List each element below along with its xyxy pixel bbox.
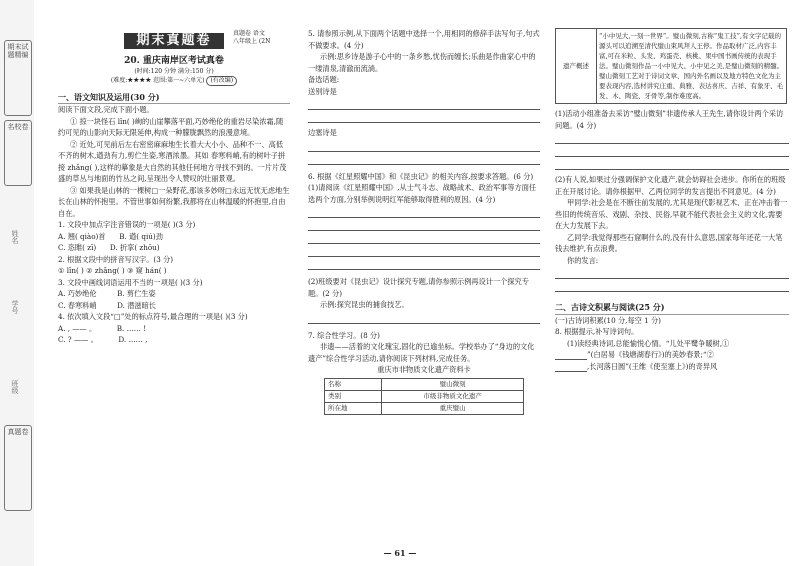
- reading-intro: 阅读下面文段,完成下面小题。: [58, 105, 154, 114]
- passage-para-1: ① 掠一块怪石 lǐn( )峋的山崖攀落平面,巧妙绝伦的重岩尽染浓霜,随约可见的山影向天际无限延伸,构成一种朦胧飘然的浪漫意境。: [58, 116, 284, 137]
- banner-tag-1: 真题卷 语文: [233, 30, 265, 37]
- overview-text: “小中见大,一刻一世界”。璧山微刻,古称“鬼工技”,有文字记载的源头可以追溯至清代璧山束风拜人王停。作品取材广泛,内容丰富,可在米粒、头发、鸡蛋壳、核桃、果中国书画传统的表现手法。璧山微刻作品一小中见大、小中见之美,是璧山微刻的精髓。璧山微刻工艺对于诗词文章、国内外名画以及地方特色文化为主要表现内容,选材讲究庄重、典雅、表达喜庆、吉祥、有象牙、毛发、木、陶瓷、牙骨等,制作难度高。: [597, 29, 787, 104]
- table-cell: 重庆璧山: [382, 402, 524, 414]
- sidebar-box-mid: [4, 120, 32, 186]
- answer-line[interactable]: [308, 231, 540, 244]
- banner-tag-2: 八年级上 (2N: [233, 38, 271, 45]
- page-number: — 61 —: [383, 548, 417, 558]
- table-caption: 重庆市非物质文化遗产资料卡: [377, 365, 471, 374]
- question-7: 7. 综合性学习。(8 分): [308, 330, 380, 340]
- overview-label: 遗产概述: [556, 29, 597, 104]
- section-1-heading: 一、语文知识及运用(30 分): [58, 92, 290, 105]
- q4-option-a: A. , —— 。: [58, 323, 97, 333]
- table-cell: 所在地: [325, 402, 382, 414]
- student-a-statement: 甲同学:社会是在不断往前发展的,尤其是现代影视艺术、正在冲击着一些旧的传统音乐、戏剧、杂技、民俗,早就不能代表社会主义的文化,需要在大力发展下去。: [555, 198, 788, 230]
- exam-title: 20. 重庆南岸区考试真卷: [124, 56, 224, 66]
- sidebar-box-bottom-text: 真题卷: [7, 428, 29, 436]
- table-row: [325, 390, 524, 402]
- question-1-options: [58, 231, 290, 254]
- question-6-example: 示例:探究昆虫的捕食技艺。: [320, 300, 409, 309]
- answer-line[interactable]: [308, 110, 540, 123]
- passage-para-3: ③ 如果我是山林的一棵树□一朵野花,那该多妙呀□永远无忧无虑地生长在山林的怀抱里。不管世事如何纷繁,我都将在山林温暖的怀抱里,自由自在。: [58, 185, 290, 218]
- subsection-1-heading: (一)古诗词积累(10 分,每空 1 分): [555, 315, 661, 325]
- q4-option-c: C. ? —— 。: [58, 335, 98, 344]
- question-4-options: [58, 323, 290, 346]
- table-cell: 名称: [325, 378, 382, 390]
- q3-option-c: C. 春寒料峭: [58, 300, 97, 310]
- answer-line[interactable]: [308, 244, 540, 257]
- table-cell: 市级非物质文化遗产: [382, 390, 524, 402]
- question-7-prompt: 非遗——活着的文化瑰宝,固化的已逾坐标。学校举办了“身边的文化遗产”综合性学习活动,请你阅读下列材料,完成任务。: [308, 342, 535, 363]
- banner-tags: [233, 30, 270, 46]
- question-2-slots: ① lǐn( ) ② zhǎng( ) ③ 窥 hán( ): [58, 266, 167, 275]
- sidebar-number-label: 学号: [11, 300, 19, 314]
- column-1: [58, 0, 290, 346]
- table-row: [556, 29, 787, 104]
- q3-option-b: B. 剪伫生姿: [117, 289, 156, 298]
- section-2-heading: 二、古诗文积累与阅读(25 分): [555, 302, 789, 315]
- blank-slot[interactable]: [555, 362, 587, 372]
- answer-line[interactable]: [555, 157, 789, 170]
- answer-line[interactable]: [555, 279, 789, 292]
- left-sidebar: [0, 0, 34, 566]
- question-6-part-1: (1)请阅读《红星照耀中国》,从士气斗志、战略战术、政治军事等方面任选两个方面,分别举例说明红军能够取得胜利的原因。(4 分): [308, 183, 537, 204]
- question-3: 3. 文段中画线词语运用不当的一项是( )(3 分): [58, 277, 203, 287]
- answer-line[interactable]: [308, 218, 540, 231]
- answer-line[interactable]: [555, 131, 789, 144]
- q3-option-a: A. 巧妙绝伦: [58, 289, 97, 298]
- question-6-part-2: (2)班级要对《昆虫记》设计探究专题,请你参照示例再设计一个探究专题。(2 分): [308, 277, 529, 298]
- answer-line[interactable]: [555, 144, 789, 157]
- q8-line-3-text: ,长河落日圆”(王维《使至塞上》)的奇异风: [587, 361, 718, 371]
- student-b-statement: 乙同学:我觉得那些石窟啊什么的,没有什么意思,国家每年还花一大笔钱去维护,有点浪费。: [555, 232, 783, 253]
- table-cell: 类别: [325, 390, 382, 402]
- question-7-part-2: (2)有人说,如果过分强调保护文化遗产,就会妨碍社会进步。你所在的班级正在开展讨论。请你根据甲、乙两位同学的发言提出不同意见。(4 分): [555, 175, 786, 196]
- answer-line[interactable]: [308, 257, 540, 270]
- q1-option-d: D. 折挛( zhōu): [109, 243, 160, 252]
- q1-option-a: A. 翘( qiào)首: [58, 231, 106, 241]
- q8-line-2-text: ”(白居易《钱塘湖春行》)的美妙春景;“②: [587, 350, 714, 359]
- question-4: 4. 依次填入文段“□”处的标点符号,最合理的一项是( )(3 分): [58, 312, 248, 321]
- topic-farewell: 送别诗是: [308, 86, 337, 96]
- question-2: 2. 根据文段中的拼音写汉字。(3 分): [58, 254, 174, 264]
- sidebar-box-bottom: [4, 425, 32, 511]
- question-8: 8. 根据提示,补写诗词句。: [555, 327, 639, 336]
- table-row: [325, 378, 524, 390]
- topic-frontier: 边塞诗是: [308, 128, 337, 137]
- q8-line-1-text: (1)读经典诗词,总能愉悦心情。“儿处平鹭争暖树,①: [567, 338, 730, 348]
- question-3-options: [58, 288, 290, 311]
- exam-range-text: (难度:★★★★ 范围:第一~六单元): [110, 76, 205, 84]
- table-row: [325, 402, 524, 414]
- sidebar-name-label: 姓名: [11, 230, 19, 244]
- answer-line[interactable]: [308, 97, 540, 110]
- q3-option-d: D. 潜滋暗长: [117, 300, 156, 310]
- your-statement-label: 你的发言:: [567, 255, 599, 265]
- banner-title: 期末真题卷: [124, 33, 223, 49]
- sidebar-box-top-text: 期末试题精编: [7, 43, 29, 59]
- question-5-options-label: 备选话题:: [308, 75, 340, 84]
- exam-range: [58, 76, 290, 86]
- blank-slot[interactable]: [555, 350, 587, 360]
- answer-line[interactable]: [308, 152, 540, 165]
- question-6: 6. 根据《红星照耀中国》和《昆虫记》的相关内容,按要求答题。(6 分): [308, 171, 534, 181]
- q1-option-c: C. 恣睢( zī): [58, 243, 97, 252]
- question-5: 5. 请参照示例,从下面两个话题中选择一个,用相同的修辞手法写句子,句式不做要求。(4 分): [308, 29, 540, 50]
- sidebar-box-mid-text: 名校卷: [7, 123, 29, 131]
- revised-badge: (有改编): [206, 76, 237, 86]
- answer-line[interactable]: [555, 266, 789, 279]
- answer-line[interactable]: [308, 205, 540, 218]
- question-7-part-1: (1)活动小组准备去采访“璧山微刻”非遗传承人王先生,请你设计两个采访问题。(4 分): [555, 109, 784, 130]
- passage-para-2: ② 近处,可见前后左右密密麻麻地生长着大大小小、品种不一、高低不齐的树木,遒劲有力,剪伫生姿,寒酒浓墨。其如 春寒料峭,有的树叶子拼接 zhǎng( ),这样的摹象是大自然的其他任何地方寻找不到的。一片片茂盛的草丛与地面的竹丛之间,呈现出令人赞叹的壮丽景观。: [58, 139, 287, 183]
- question-8-line-1: [555, 338, 789, 350]
- question-8-line-2: [555, 349, 789, 361]
- q4-option-d: D. …… ,: [118, 335, 148, 344]
- question-5-example: 示例:思乡诗是游子心中的一条乡愁,忧伤而缠长;乐曲是作曲家心中的一缕清泉,清澈而流淌。: [308, 52, 536, 73]
- heritage-card-table: [324, 378, 524, 415]
- column-2: [308, 28, 540, 417]
- answer-line[interactable]: [308, 311, 540, 324]
- heritage-overview-table: [555, 28, 787, 104]
- column-3: [555, 28, 789, 372]
- q4-option-b: B. …… !: [116, 323, 147, 333]
- question-1: 1. 文段中加点字注音错误的一项是( )(3 分): [58, 220, 196, 229]
- exam-time: (时间:120 分钟 满分:150 分): [134, 67, 214, 75]
- sidebar-box-top: [4, 40, 32, 116]
- question-8-line-3: [555, 361, 789, 373]
- sidebar-class-label: 班级: [11, 380, 19, 394]
- q1-option-b: B. 遒( qiú)劲: [119, 231, 163, 241]
- answer-line[interactable]: [308, 139, 540, 152]
- table-cell: 璧山微刻: [382, 378, 524, 390]
